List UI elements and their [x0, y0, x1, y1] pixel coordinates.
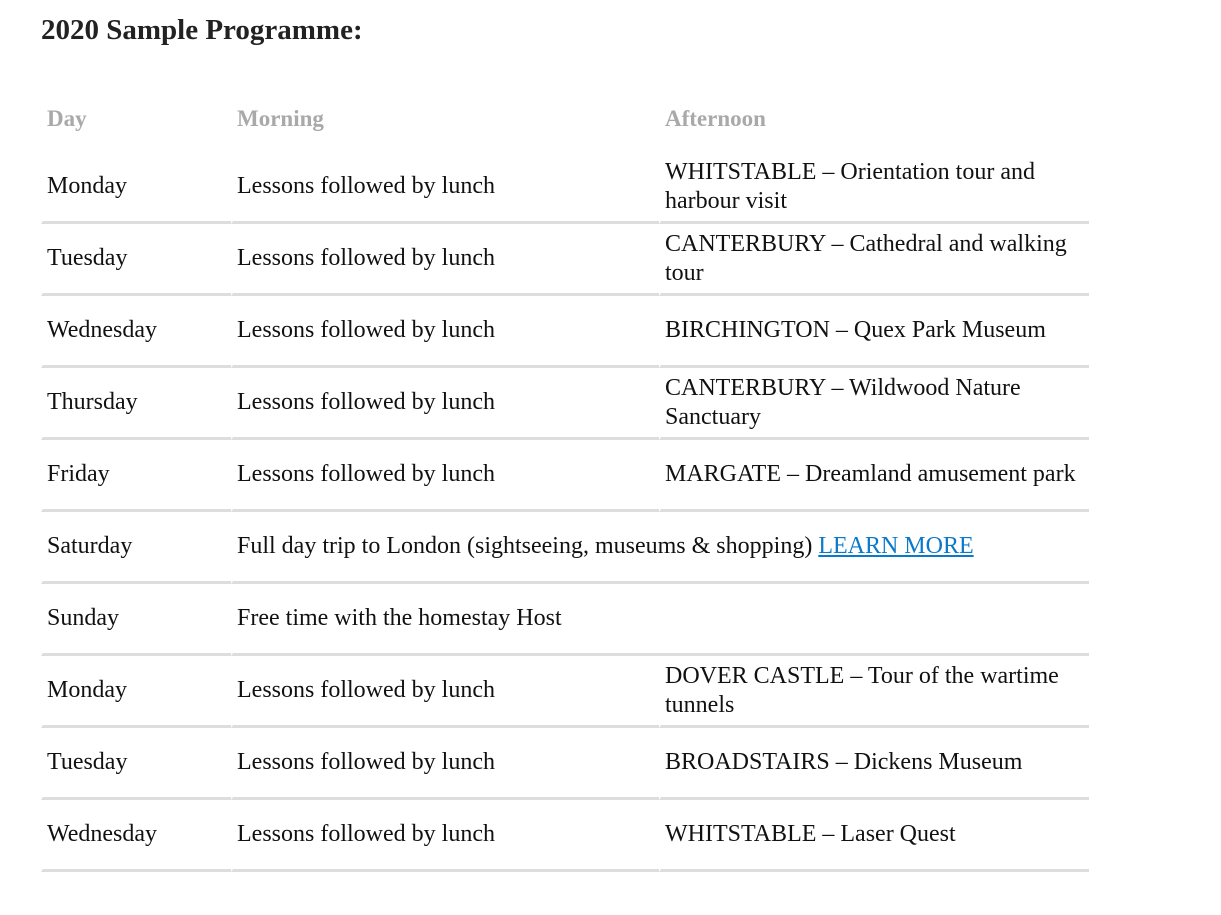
morning-cell: Lessons followed by lunch — [231, 656, 659, 728]
table-row — [41, 512, 1089, 584]
afternoon-cell: CANTERBURY – Cathedral and walking tour — [659, 224, 1089, 296]
table-row — [41, 728, 1089, 800]
table-row — [41, 584, 1089, 656]
table-row — [41, 296, 1089, 368]
day-cell: Saturday — [41, 512, 231, 584]
programme-table — [41, 92, 1089, 872]
table-row — [41, 800, 1089, 872]
table-row — [41, 152, 1089, 224]
afternoon-cell: WHITSTABLE – Orientation tour and harbour visit — [659, 152, 1089, 224]
afternoon-cell: BROADSTAIRS – Dickens Museum — [659, 728, 1089, 800]
afternoon-cell: CANTERBURY – Wildwood Nature Sanctuary — [659, 368, 1089, 440]
learn-more-link[interactable]: LEARN MORE — [818, 533, 974, 559]
afternoon-cell: MARGATE – Dreamland amusement park — [659, 440, 1089, 512]
morning-cell: Lessons followed by lunch — [231, 800, 659, 872]
full-day-cell — [231, 512, 1089, 584]
afternoon-cell: BIRCHINGTON – Quex Park Museum — [659, 296, 1089, 368]
day-cell: Wednesday — [41, 296, 231, 368]
table-row — [41, 656, 1089, 728]
morning-cell: Lessons followed by lunch — [231, 296, 659, 368]
table-header-row — [41, 92, 1089, 152]
day-cell: Tuesday — [41, 224, 231, 296]
day-cell: Friday — [41, 440, 231, 512]
day-cell: Wednesday — [41, 800, 231, 872]
table-row — [41, 368, 1089, 440]
day-cell: Thursday — [41, 368, 231, 440]
column-header-day: Day — [47, 106, 87, 131]
day-cell: Tuesday — [41, 728, 231, 800]
afternoon-cell: DOVER CASTLE – Tour of the wartime tunnels — [659, 656, 1089, 728]
morning-cell: Lessons followed by lunch — [231, 224, 659, 296]
page-title: 2020 Sample Programme: — [41, 14, 363, 46]
column-header-afternoon: Afternoon — [665, 106, 766, 131]
table-row — [41, 440, 1089, 512]
column-header-morning: Morning — [237, 106, 324, 131]
morning-cell: Lessons followed by lunch — [231, 728, 659, 800]
day-cell: Monday — [41, 152, 231, 224]
day-cell: Monday — [41, 656, 231, 728]
day-cell: Sunday — [41, 584, 231, 656]
afternoon-cell: WHITSTABLE – Laser Quest — [659, 800, 1089, 872]
morning-cell: Lessons followed by lunch — [231, 440, 659, 512]
full-day-cell: Free time with the homestay Host — [231, 584, 1089, 656]
table-row — [41, 224, 1089, 296]
morning-cell: Lessons followed by lunch — [231, 368, 659, 440]
full-day-text: Full day trip to London (sightseeing, museums & shopping) — [237, 533, 813, 559]
morning-cell: Lessons followed by lunch — [231, 152, 659, 224]
